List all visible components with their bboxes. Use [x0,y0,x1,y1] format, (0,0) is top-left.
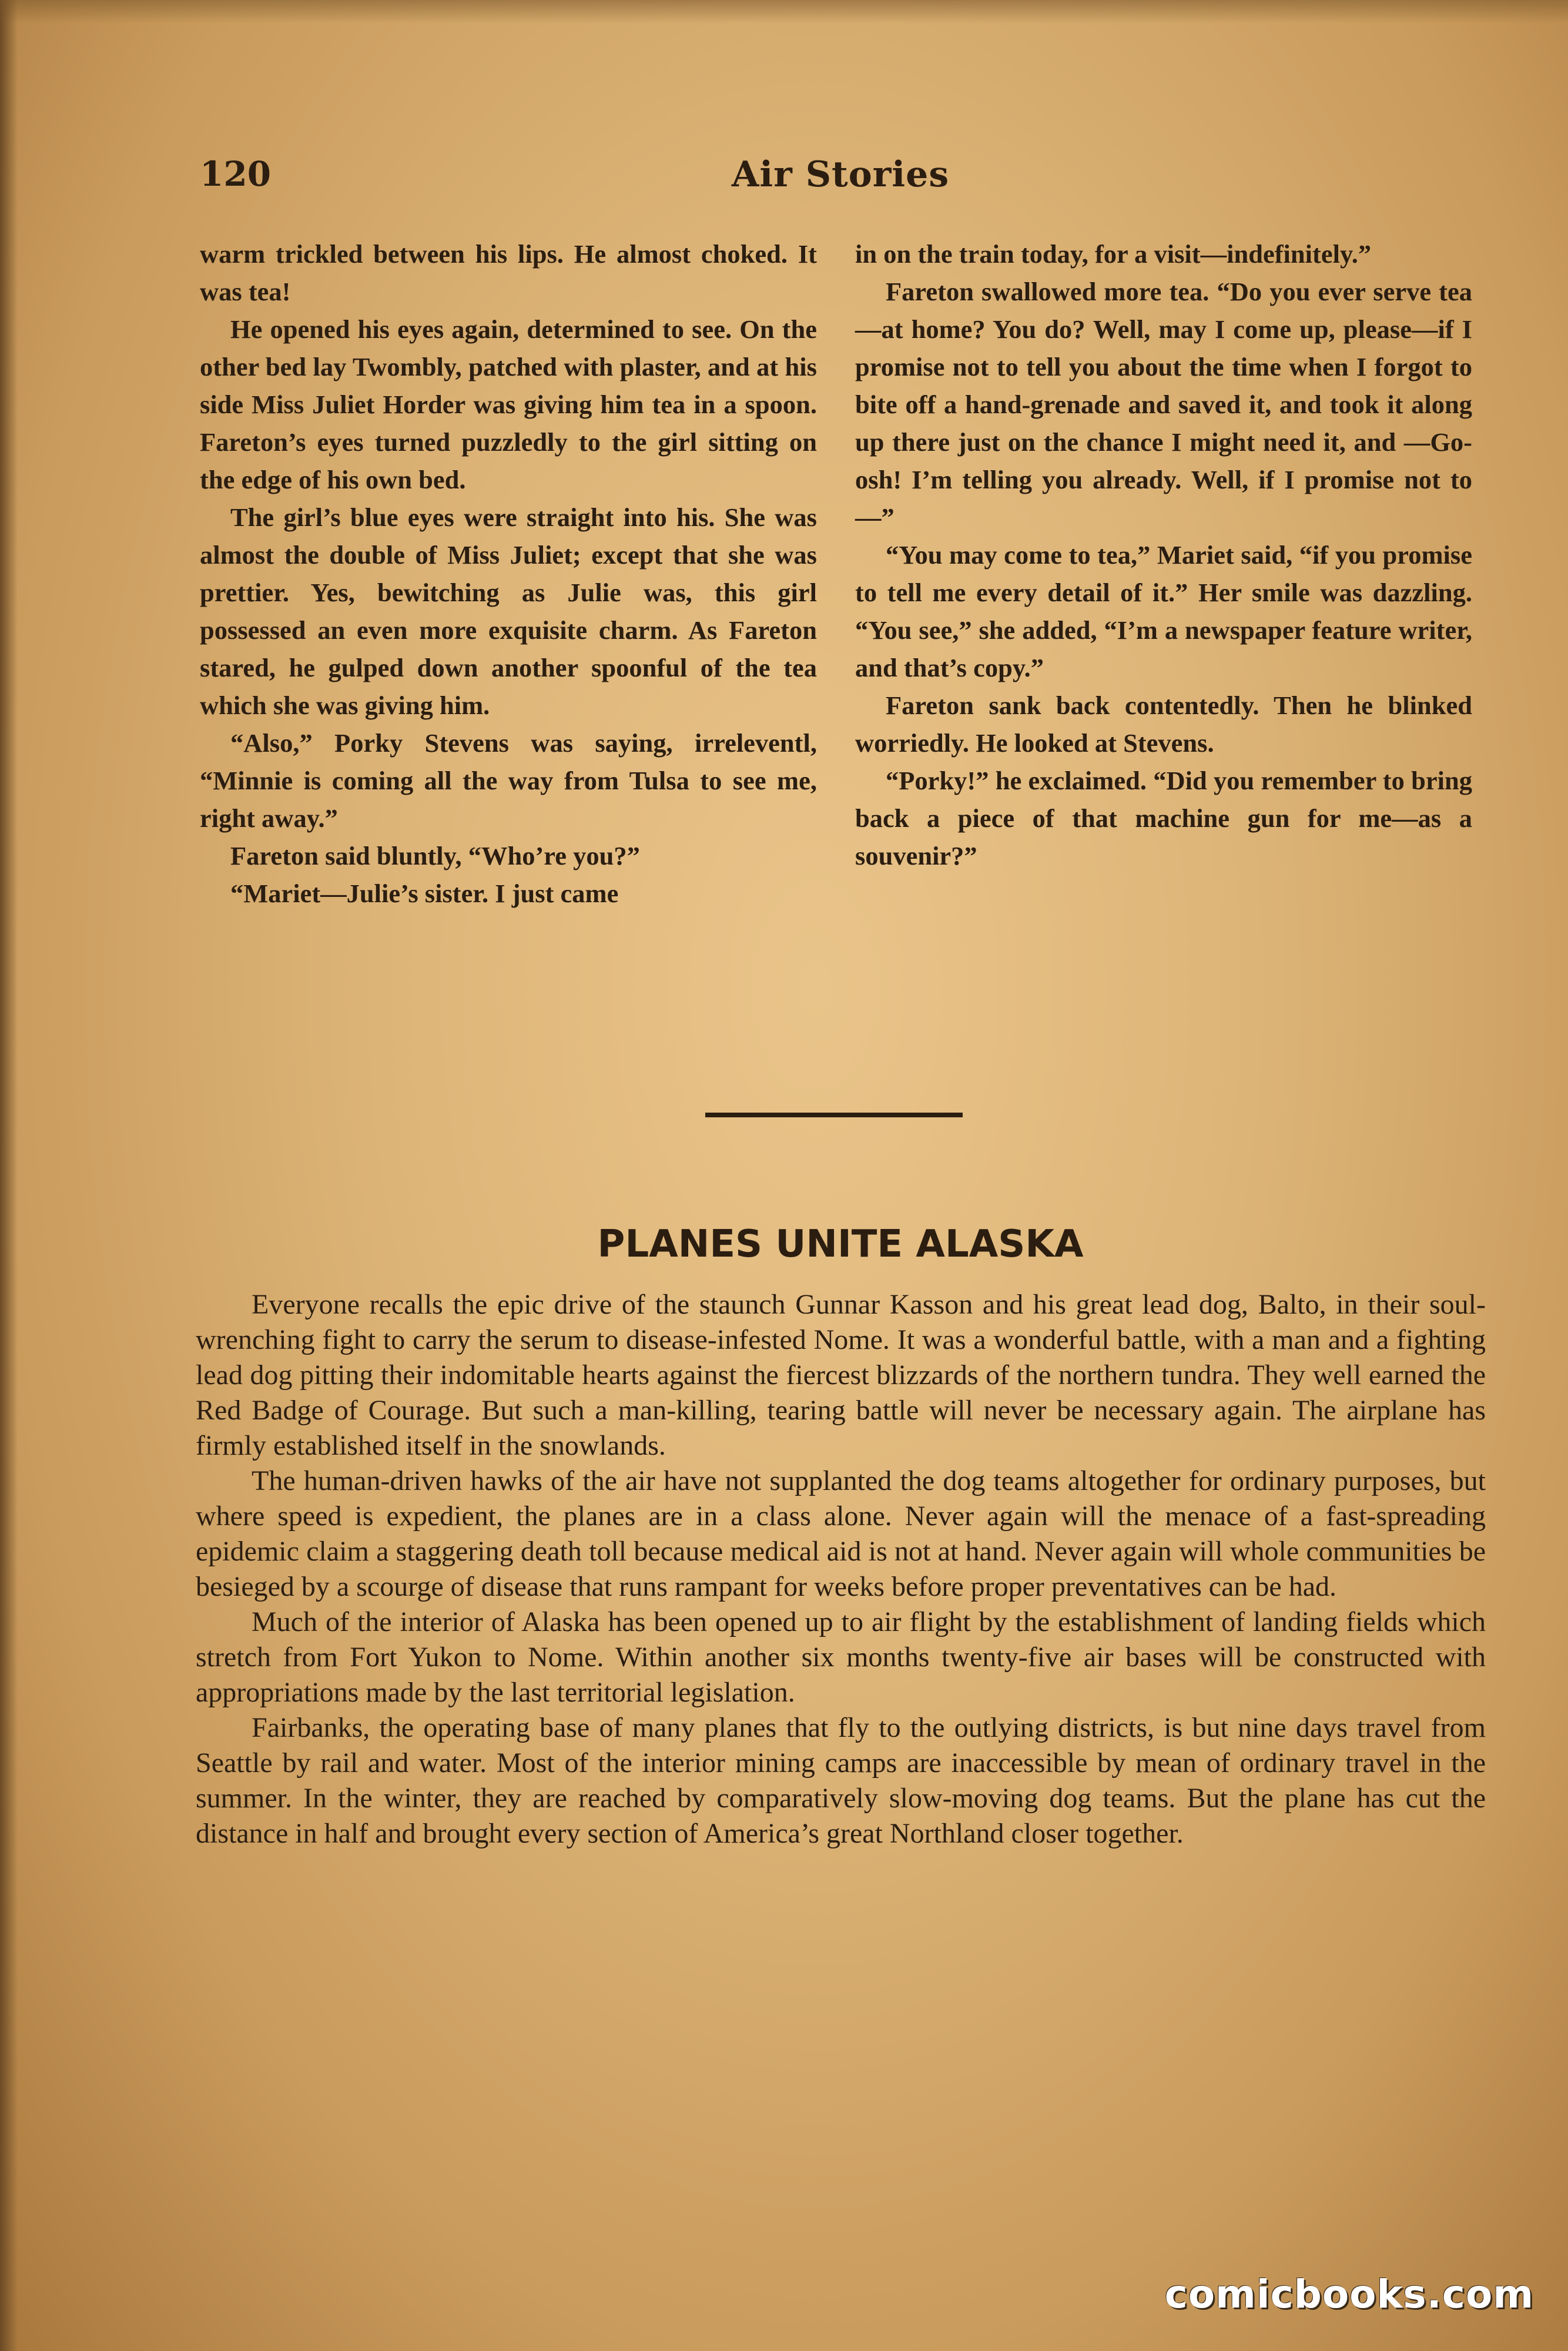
article-paragraph: Everyone recalls the epic drive of the staunch Gunnar Kasson and his great lead dog, Balto, in their soul-wrenching fight to carry the serum to disease-infested Nome. It was a wonderful battle, with a man and a fighting lead dog pitting their indomitable hearts against the fiercest blizzards of the northern tundra. They well earned the Red Badge of Courage. But such a man-killing, tearing battle will never be necessary again. The airplane has firmly established itself in the snowlands. [196,1289,1486,1461]
story-paragraph: “You may come to tea,” Mariet said, “if you promise to tell me every detail of it.” Her smile was dazzling. “You see,” she added, “I’m a newspaper feature writer, and that’s copy.” [855,540,1472,682]
article-paragraph: Much of the interior of Alaska has been opened up to air flight by the establishment of landing fields which stretch from Fort Yukon to Nome. Within another six months twenty-five air bases will be constructed with appropriations made by the last territorial legislation. [196,1606,1486,1708]
running-title: Air Stories [731,154,950,195]
story-paragraph: in on the train today, for a visit—indefinitely.” [855,239,1372,269]
story-paragraph: Fareton sank back contentedly. Then he blinked worriedly. He looked at Stevens. [855,691,1472,758]
page-shadow-top [0,0,1568,24]
article-body [196,1287,1486,1851]
story-paragraph: warm trickled between his lips. He almost choked. It was tea! [200,239,817,306]
story-paragraph: “Also,” Porky Stevens was saying, irreleventl, “Minnie is coming all the way from Tulsa to see me, right away.” [200,728,817,833]
page-header [200,154,1481,201]
story-paragraph: The girl’s blue eyes were straight into his. She was almost the double of Miss Juliet; except that she was prettier. Yes, bewitching as Julie was, this girl possessed an even more exquisite charm. As Fareton stared, he gulped down another spoonful of the tea which she was giving him. [200,503,817,720]
page-number: 120 [200,154,272,194]
story-paragraph: He opened his eyes again, determined to see. On the other bed lay Twombly, patched with plaster, and at his side Miss Juliet Horder was giving him tea in a spoon. Fareton’s eyes turned puzzledly to the girl sitting on the edge of his own bed. [200,314,817,494]
article-title: PLANES UNITE ALASKA [597,1223,1084,1266]
site-watermark: comicbooks.com [1164,2272,1534,2317]
section-divider-rule [705,1113,963,1117]
story-paragraph: Fareton swallowed more tea. “Do you ever serve tea—at home? You do? Well, may I come up, please—if I promise not to tell you about the time when I forgot to bite off a hand-grenade and saved it, and took it along up there just on the chance I might need it, and —Go-osh! I’m telling you already. Well, if I promise not to—” [855,277,1472,532]
article-paragraph: Fairbanks, the operating base of many planes that fly to the outlying districts, is but nine days travel from Seattle by rail and water. Most of the interior mining camps are inaccessible by mean of ordinary travel in the summer. In the winter, they are reached by comparatively slow-moving dog teams. But the plane has cut the distance in half and brought every section of America’s great Northland closer together. [196,1712,1486,1849]
story-paragraph: “Mariet—Julie’s sister. I just came [230,879,619,908]
story-paragraph: “Porky!” he exclaimed. “Did you remember to bring back a piece of that machine gun for me—as a souvenir?” [855,766,1472,870]
story-paragraph: Fareton said bluntly, “Who’re you?” [230,841,640,870]
story-column-left [200,235,817,912]
story-column-right [855,235,1472,875]
article-paragraph: The human-driven hawks of the air have not supplanted the dog teams altogether for ordinary purposes, but where speed is expedient, the planes are in a class alone. Never again will the menace of a fast-spreading epidemic claim a staggering death toll because medical aid is not at hand. Never again will whole communities be besieged by a scourge of disease that runs rampant for weeks before proper preventatives can be had. [196,1465,1486,1602]
page-shadow-left [0,0,18,2351]
